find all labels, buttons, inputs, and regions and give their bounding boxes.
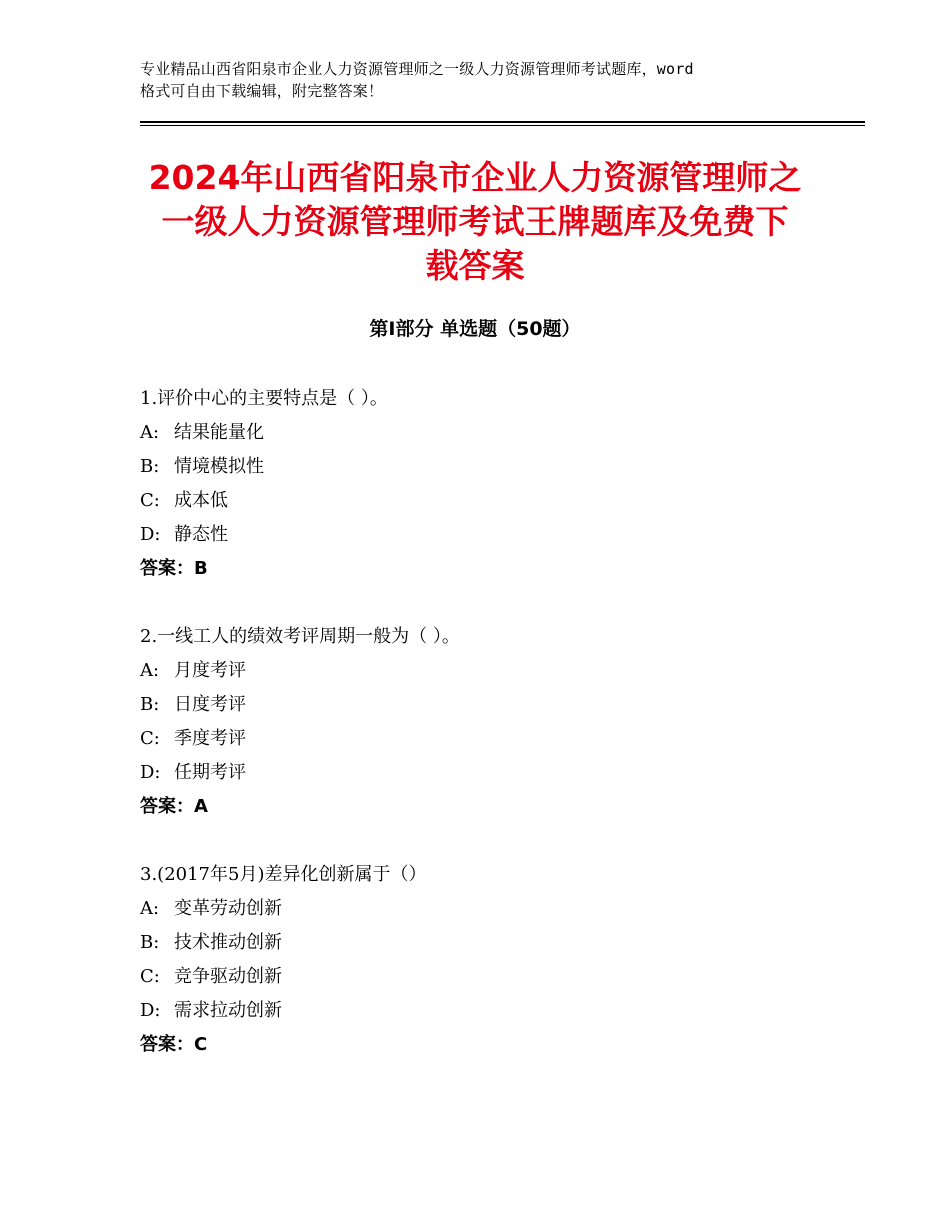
- question-list: [140, 382, 840, 1096]
- answer-option: [140, 926, 840, 960]
- option-text: 情境模拟性: [174, 456, 264, 477]
- answer-option: [140, 960, 840, 994]
- option-text: 季度考评: [174, 728, 246, 749]
- answer-option: [140, 892, 840, 926]
- document-title: [140, 156, 810, 288]
- option-text: 竞争驱动创新: [174, 966, 282, 987]
- option-text: 需求拉动创新: [174, 1000, 282, 1021]
- answer-option: [140, 518, 840, 552]
- header-divider-thick: [140, 121, 865, 123]
- option-key: A:: [140, 898, 160, 919]
- document-header-note: [140, 58, 840, 102]
- question-item: [140, 858, 840, 1062]
- answer-option: [140, 756, 840, 790]
- option-key: C:: [140, 966, 160, 987]
- option-key: A:: [140, 422, 160, 443]
- document-title-line-1: 2024年山西省阳泉市企业人力资源管理师之: [148, 158, 802, 197]
- option-text: 变革劳动创新: [174, 898, 282, 919]
- question-stem: 2.一线工人的绩效考评周期一般为（ ）。: [140, 626, 460, 647]
- answer-key: 答案：A: [140, 796, 208, 817]
- option-text: 日度考评: [174, 694, 246, 715]
- option-text: 结果能量化: [174, 422, 264, 443]
- option-key: C:: [140, 728, 160, 749]
- option-key: B:: [140, 932, 160, 953]
- option-key: D:: [140, 1000, 161, 1021]
- option-key: B:: [140, 694, 160, 715]
- option-text: 技术推动创新: [174, 932, 282, 953]
- question-item: [140, 620, 840, 824]
- header-note-line-2: 格式可自由下载编辑，附完整答案！: [140, 82, 384, 100]
- option-key: B:: [140, 456, 160, 477]
- option-key: A:: [140, 660, 160, 681]
- answer-key: 答案：B: [140, 558, 208, 579]
- answer-option: [140, 994, 840, 1028]
- option-text: 静态性: [174, 524, 228, 545]
- answer-option: [140, 722, 840, 756]
- option-text: 任期考评: [174, 762, 246, 783]
- option-text: 成本低: [174, 490, 228, 511]
- option-key: D:: [140, 762, 161, 783]
- option-key: C:: [140, 490, 160, 511]
- option-text: 月度考评: [174, 660, 246, 681]
- option-key: D:: [140, 524, 161, 545]
- answer-option: [140, 450, 840, 484]
- answer-option: [140, 654, 840, 688]
- answer-key: 答案：C: [140, 1034, 208, 1055]
- question-stem: 1.评价中心的主要特点是（ ）。: [140, 388, 388, 409]
- document-title-line-2: 一级人力资源管理师考试王牌题库及免费下: [161, 202, 789, 241]
- answer-option: [140, 484, 840, 518]
- answer-option: [140, 688, 840, 722]
- answer-option: [140, 416, 840, 450]
- header-note-line-1: 专业精品山西省阳泉市企业人力资源管理师之一级人力资源管理师考试题库，word: [140, 60, 694, 78]
- section-heading: 第Ⅰ部分 单选题（50题）: [369, 318, 581, 340]
- header-divider-thin: [140, 125, 865, 126]
- question-item: [140, 382, 840, 586]
- document-title-line-3: 载答案: [425, 246, 525, 285]
- question-stem: 3.(2017年5月)差异化创新属于（）: [140, 864, 427, 885]
